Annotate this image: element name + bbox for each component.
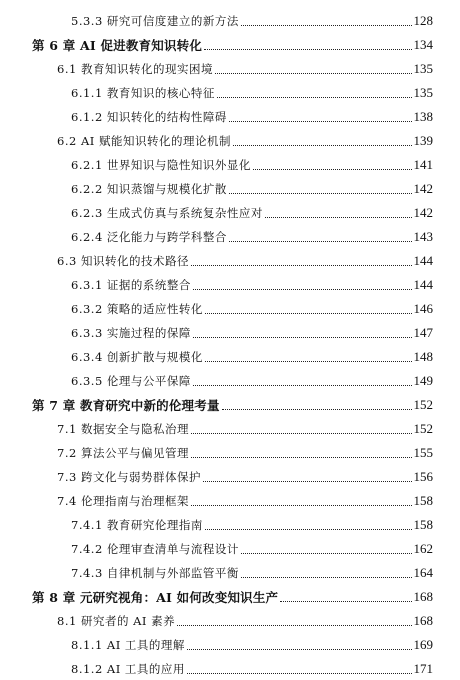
toc-entry-title: 第 6 章 AI 促进教育知识转化 bbox=[32, 38, 203, 53]
toc-entry-title: 8.1.1 AI 工具的理解 bbox=[71, 638, 185, 652]
toc-entry-page: 152 bbox=[413, 397, 433, 412]
dot-leader bbox=[253, 157, 412, 170]
dot-leader bbox=[204, 37, 411, 50]
toc-entry-6-1-2[interactable] bbox=[0, 106, 460, 128]
toc-entry-8-1[interactable] bbox=[0, 610, 460, 632]
toc-entry-title: 7.4.1 教育研究伦理指南 bbox=[71, 518, 203, 532]
toc-entry-6-2-4[interactable] bbox=[0, 226, 460, 248]
toc-entry-7-2[interactable] bbox=[0, 442, 460, 464]
toc-entry-page: 134 bbox=[413, 37, 433, 52]
dot-leader bbox=[241, 541, 412, 554]
toc-entry-title: 6.3.3 实施过程的保障 bbox=[71, 326, 191, 340]
dot-leader bbox=[191, 421, 412, 434]
toc-entry-page: 168 bbox=[413, 589, 433, 604]
toc-entry-6-3-2[interactable] bbox=[0, 298, 460, 320]
toc-entry-page: 158 bbox=[413, 493, 433, 508]
dot-leader bbox=[265, 205, 412, 218]
toc-entry-title: 8.1.2 AI 工具的应用 bbox=[71, 662, 185, 676]
dot-leader bbox=[205, 517, 412, 530]
toc-entry-page: 128 bbox=[413, 13, 433, 28]
toc-entry-page: 149 bbox=[413, 373, 433, 388]
toc-entry-title: 7.4.3 自律机制与外部监管平衡 bbox=[71, 566, 239, 580]
dot-leader bbox=[193, 277, 412, 290]
toc-entry-page: 142 bbox=[413, 181, 433, 196]
toc-entry-page: 141 bbox=[413, 157, 433, 172]
toc-entry-6-2-1[interactable] bbox=[0, 154, 460, 176]
toc-entry-title: 6.3.1 证据的系统整合 bbox=[71, 278, 191, 292]
dot-leader bbox=[229, 109, 412, 122]
toc-entry-title: 5.3.3 研究可信度建立的新方法 bbox=[71, 14, 239, 28]
dot-leader bbox=[241, 565, 412, 578]
toc-entry-title: 7.2 算法公平与偏见管理 bbox=[57, 446, 189, 460]
toc-entry-title: 6.3.5 伦理与公平保障 bbox=[71, 374, 191, 388]
toc-entry-title: 6.2 AI 赋能知识转化的理论机制 bbox=[57, 134, 231, 148]
toc-entry-title: 7.4.2 伦理审查清单与流程设计 bbox=[71, 542, 239, 556]
toc-entry-6-3-5[interactable] bbox=[0, 370, 460, 392]
toc-entry-page: 164 bbox=[413, 565, 433, 580]
toc-entry-page: 152 bbox=[413, 421, 433, 436]
dot-leader bbox=[233, 133, 412, 146]
dot-leader bbox=[191, 253, 412, 266]
toc-entry-6-1[interactable] bbox=[0, 58, 460, 80]
toc-entry-page: 169 bbox=[413, 637, 433, 652]
toc-entry-page: 138 bbox=[413, 109, 433, 124]
toc-entry-5-3-3[interactable] bbox=[0, 10, 460, 32]
toc-entry-title: 第 7 章 教育研究中新的伦理考量 bbox=[32, 398, 220, 413]
toc-entry-6-3-1[interactable] bbox=[0, 274, 460, 296]
dot-leader bbox=[177, 613, 411, 626]
dot-leader bbox=[191, 445, 412, 458]
toc-entry-title: 6.1 教育知识转化的现实困境 bbox=[57, 62, 213, 76]
toc-entry-page: 144 bbox=[413, 277, 433, 292]
toc-entry-title: 6.2.4 泛化能力与跨学科整合 bbox=[71, 230, 227, 244]
toc-entry-page: 148 bbox=[413, 349, 433, 364]
toc-entry-title: 6.3.4 创新扩散与规模化 bbox=[71, 350, 203, 364]
dot-leader bbox=[280, 589, 411, 602]
dot-leader bbox=[229, 181, 412, 194]
toc-entry-6-2-3[interactable] bbox=[0, 202, 460, 224]
toc-entry-page: 168 bbox=[413, 613, 433, 628]
toc-entry-page: 158 bbox=[413, 517, 433, 532]
toc-entry-8-1-1[interactable] bbox=[0, 634, 460, 656]
toc-entry-7-3[interactable] bbox=[0, 466, 460, 488]
toc-entry-page: 156 bbox=[413, 469, 433, 484]
toc-entry-7-4-3[interactable] bbox=[0, 562, 460, 584]
toc-entry-chapter-6[interactable] bbox=[0, 34, 460, 56]
toc-entry-page: 146 bbox=[413, 301, 433, 316]
toc-entry-page: 143 bbox=[413, 229, 433, 244]
dot-leader bbox=[229, 229, 412, 242]
dot-leader bbox=[187, 637, 412, 650]
toc-entry-page: 147 bbox=[413, 325, 433, 340]
toc-entry-6-1-1[interactable] bbox=[0, 82, 460, 104]
toc-entry-7-1[interactable] bbox=[0, 418, 460, 440]
dot-leader bbox=[191, 493, 412, 506]
toc-entry-title: 6.2.2 知识蒸馏与规模化扩散 bbox=[71, 182, 227, 196]
dot-leader bbox=[205, 349, 412, 362]
toc-entry-page: 144 bbox=[413, 253, 433, 268]
dot-leader bbox=[205, 301, 412, 314]
toc-entry-page: 135 bbox=[413, 61, 433, 76]
toc-entry-6-3-4[interactable] bbox=[0, 346, 460, 368]
dot-leader bbox=[193, 373, 412, 386]
toc-entry-page: 155 bbox=[413, 445, 433, 460]
toc-entry-title: 6.2.3 生成式仿真与系统复杂性应对 bbox=[71, 206, 263, 220]
toc-entry-title: 6.1.2 知识转化的结构性障碍 bbox=[71, 110, 227, 124]
toc-entry-title: 6.3.2 策略的适应性转化 bbox=[71, 302, 203, 316]
toc-entry-6-2[interactable] bbox=[0, 130, 460, 152]
toc-entry-7-4-2[interactable] bbox=[0, 538, 460, 560]
toc-entry-page: 135 bbox=[413, 85, 433, 100]
toc-entry-title: 6.1.1 教育知识的核心特征 bbox=[71, 86, 215, 100]
toc-entry-6-3-3[interactable] bbox=[0, 322, 460, 344]
toc-entry-chapter-7[interactable] bbox=[0, 394, 460, 416]
toc-entry-7-4[interactable] bbox=[0, 490, 460, 512]
toc-entry-title: 6.2.1 世界知识与隐性知识外显化 bbox=[71, 158, 251, 172]
toc-entry-page: 162 bbox=[413, 541, 433, 556]
dot-leader bbox=[193, 325, 412, 338]
toc-entry-page: 142 bbox=[413, 205, 433, 220]
toc-entry-title: 7.3 跨文化与弱势群体保护 bbox=[57, 470, 201, 484]
toc-entry-chapter-8[interactable] bbox=[0, 586, 460, 608]
toc-entry-6-3[interactable] bbox=[0, 250, 460, 272]
toc-entry-page: 139 bbox=[413, 133, 433, 148]
toc-entry-title: 8.1 研究者的 AI 素养 bbox=[57, 614, 176, 628]
dot-leader bbox=[217, 85, 412, 98]
dot-leader bbox=[222, 397, 412, 410]
dot-leader bbox=[241, 13, 412, 26]
toc-entry-title: 7.4 伦理指南与治理框架 bbox=[57, 494, 189, 508]
dot-leader bbox=[203, 469, 412, 482]
toc-entry-6-2-2[interactable] bbox=[0, 178, 460, 200]
toc-entry-title: 7.1 数据安全与隐私治理 bbox=[57, 422, 189, 436]
toc-entry-7-4-1[interactable] bbox=[0, 514, 460, 536]
toc-entry-8-1-2[interactable] bbox=[0, 658, 460, 680]
toc-entry-title: 6.3 知识转化的技术路径 bbox=[57, 254, 189, 268]
dot-leader bbox=[215, 61, 412, 74]
toc-entry-page: 171 bbox=[413, 661, 433, 676]
dot-leader bbox=[187, 661, 412, 674]
toc-entry-title: 第 8 章 元研究视角：AI 如何改变知识生产 bbox=[32, 590, 279, 605]
